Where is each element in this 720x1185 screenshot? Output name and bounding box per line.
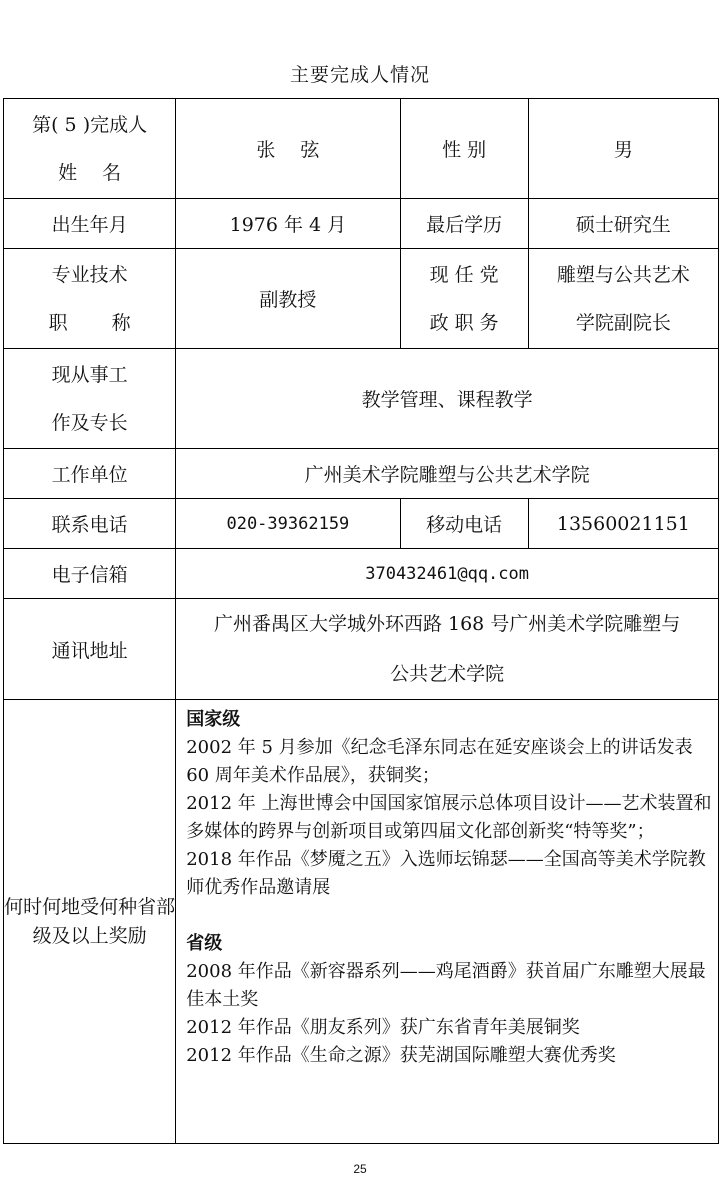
post-label-line1: 现 任 党 bbox=[429, 263, 499, 286]
birth-label: 出生年月 bbox=[4, 199, 176, 249]
name-row bbox=[4, 99, 719, 199]
awards-label: 何时何地受何种省部级及以上奖励 bbox=[4, 700, 176, 1144]
work-row bbox=[4, 349, 719, 449]
phone-row bbox=[4, 499, 719, 549]
education-value: 硕士研究生 bbox=[528, 199, 718, 249]
page-title: 主要完成人情况 bbox=[289, 64, 430, 86]
title-row bbox=[4, 249, 719, 349]
unit-label: 工作单位 bbox=[4, 449, 176, 499]
address-row bbox=[4, 599, 719, 700]
title-label-line2: 职 称 bbox=[48, 311, 131, 334]
national-award-item: 2012 年 上海世博会中国国家馆展示总体项目设计——艺术装置和多媒体的跨界与创新项目或第四届文化部创新奖“特等奖”； bbox=[186, 793, 712, 842]
address-value bbox=[176, 599, 719, 700]
section-gap bbox=[186, 902, 712, 930]
post-value-line2: 学院副院长 bbox=[575, 311, 671, 334]
awards-content bbox=[176, 700, 719, 1144]
work-value: 教学管理、课程教学 bbox=[176, 349, 719, 449]
post-value bbox=[528, 249, 718, 349]
awards-row bbox=[4, 700, 719, 1144]
national-heading: 国家级 bbox=[186, 709, 241, 730]
gender-value: 男 bbox=[528, 99, 718, 199]
phone-label: 联系电话 bbox=[4, 499, 176, 549]
birth-row bbox=[4, 199, 719, 249]
provincial-award-item: 2008 年作品《新容器系列——鸡尾酒爵》获首届广东雕塑大展最佳本土奖 bbox=[186, 961, 706, 1010]
phone-value: 020-39362159 bbox=[176, 499, 400, 549]
name-label-line1: 第( 5 )完成人 bbox=[32, 113, 148, 136]
work-label-line1: 现从事工 bbox=[51, 363, 128, 386]
title-value: 副教授 bbox=[176, 249, 400, 349]
unit-row bbox=[4, 449, 719, 499]
address-label: 通讯地址 bbox=[4, 599, 176, 700]
birth-value: 1976 年 4 月 bbox=[176, 199, 400, 249]
gender-label: 性 别 bbox=[400, 99, 528, 199]
page-number: 25 bbox=[353, 1162, 367, 1176]
work-label bbox=[4, 349, 176, 449]
email-label: 电子信箱 bbox=[4, 549, 176, 599]
address-line1: 广州番禺区大学城外环西路 168 号广州美术学院雕塑与 bbox=[213, 613, 681, 635]
address-line2: 公共艺术学院 bbox=[390, 663, 505, 685]
post-value-line1: 雕塑与公共艺术 bbox=[556, 263, 690, 286]
name-label-line2: 姓 名 bbox=[58, 161, 122, 184]
personnel-form-table bbox=[3, 98, 719, 1144]
name-value: 张 弦 bbox=[176, 99, 400, 199]
unit-value: 广州美术学院雕塑与公共艺术学院 bbox=[176, 449, 719, 499]
name-label bbox=[4, 99, 176, 199]
national-award-item: 2002 年 5 月参加《纪念毛泽东同志在延安座谈会上的讲话发表 60 周年美术作品展》，获铜奖； bbox=[186, 737, 693, 786]
provincial-heading: 省级 bbox=[186, 933, 223, 954]
mobile-label: 移动电话 bbox=[400, 499, 528, 549]
email-value: 370432461@qq.com bbox=[176, 549, 719, 599]
national-award-item: 2018 年作品《梦魇之五》入选师坛锦瑟——全国高等美术学院教师优秀作品邀请展 bbox=[186, 849, 706, 898]
provincial-award-item: 2012 年作品《生命之源》获芜湖国际雕塑大赛优秀奖 bbox=[186, 1045, 616, 1066]
email-row bbox=[4, 549, 719, 599]
provincial-award-item: 2012 年作品《朋友系列》获广东省青年美展铜奖 bbox=[186, 1017, 580, 1038]
education-label: 最后学历 bbox=[400, 199, 528, 249]
title-label-line1: 专业技术 bbox=[51, 263, 128, 286]
work-label-line2: 作及专长 bbox=[51, 411, 128, 434]
mobile-value: 13560021151 bbox=[528, 499, 718, 549]
post-label bbox=[400, 249, 528, 349]
post-label-line2: 政 职 务 bbox=[429, 311, 499, 334]
title-label bbox=[4, 249, 176, 349]
